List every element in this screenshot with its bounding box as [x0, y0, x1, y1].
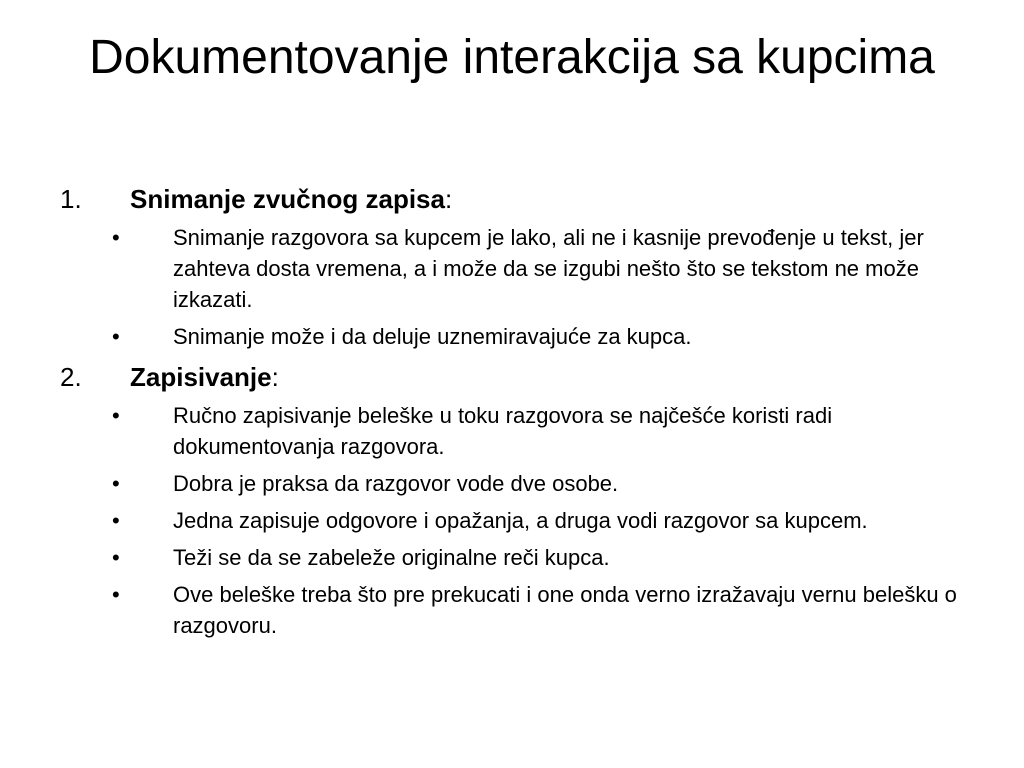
heading-colon: :: [444, 184, 453, 214]
bullet-text: Jedna zapisuje odgovore i opažanja, a druga vodi razgovor sa kupcem.: [173, 508, 868, 533]
bullet-icon: •: [112, 508, 120, 533]
bullet-icon: •: [112, 403, 120, 428]
bullet-item: [60, 400, 970, 462]
bullet-icon: •: [112, 582, 120, 607]
bullet-item: [60, 468, 970, 499]
bullet-item: [60, 542, 970, 573]
bullet-item: [60, 579, 970, 641]
bullet-icon: •: [112, 324, 120, 349]
section-heading-text: [130, 182, 970, 216]
bullet-text: Dobra je praksa da razgovor vode dve osobe.: [173, 471, 619, 496]
bullet-icon: •: [112, 471, 120, 496]
slide-title: Dokumentovanje interakcija sa kupcima: [89, 31, 935, 84]
bullet-text: Ove beleške treba što pre prekucati i one onda verno izražavaju vernu belešku o razgovoru.: [173, 582, 957, 638]
bullet-icon: •: [112, 545, 120, 570]
section-heading-2: [60, 360, 970, 394]
section-number: 1.: [60, 184, 82, 214]
section-heading-text: [130, 360, 970, 394]
bullet-text: Teži se da se zabeleže originalne reči kupca.: [173, 545, 610, 570]
bullet-text: Snimanje može i da deluje uznemiravajuće za kupca.: [173, 324, 692, 349]
section-title: Zapisivanje: [130, 362, 272, 392]
bullet-text: Snimanje razgovora sa kupcem je lako, ali ne i kasnije prevođenje u tekst, jer zahteva dosta vremena, a i može da se izgubi nešto što se tekstom ne može izkazati.: [173, 225, 924, 312]
section-number: 2.: [60, 362, 82, 392]
bullet-item: [60, 505, 970, 536]
heading-colon: :: [271, 362, 279, 392]
section-title: Snimanje zvučnog zapisa: [130, 184, 445, 214]
slide-content: [60, 182, 970, 647]
bullet-text: Ručno zapisivanje beleške u toku razgovora se najčešće koristi radi dokumentovanja razgovora.: [173, 403, 833, 459]
section-heading-1: [60, 182, 970, 216]
bullet-item: [60, 222, 970, 315]
bullet-item: [60, 321, 970, 352]
bullet-icon: •: [112, 225, 120, 250]
